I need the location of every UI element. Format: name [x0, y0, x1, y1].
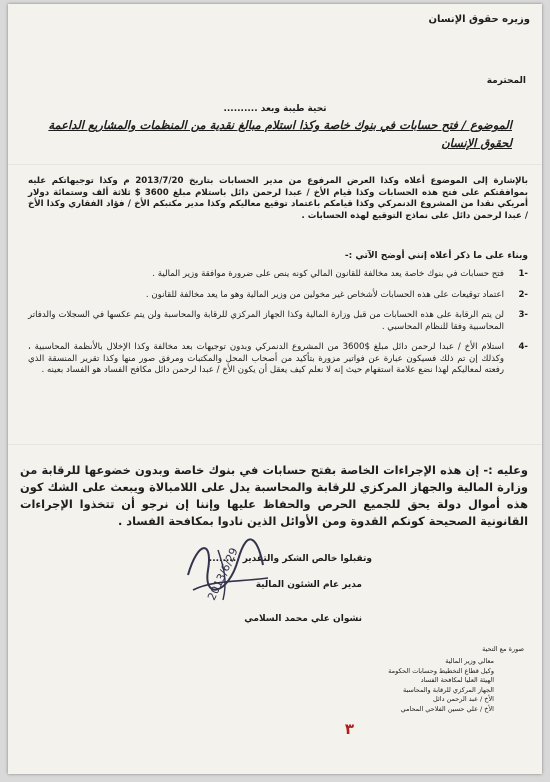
lead-line: وبناء على ما ذكر أعلاه إنني أوضح الآتي :- [344, 251, 528, 261]
cc-list [388, 657, 494, 714]
list-item [28, 269, 528, 281]
greeting-line: تحية طيبة وبعد .......... [223, 104, 327, 114]
point-number: -4 [518, 342, 528, 352]
closing-thanks: وتقبلوا خالص الشكر والتقدير ......... [208, 554, 372, 564]
subject-line: الموضوع / فتح حسابات في بنوك خاصة وكذا استلام مبالغ نقدية من المنظمات والمشاريع الداعمة لحقوق الإنسان [48, 118, 512, 150]
signature-date: 2013/6/29 [205, 545, 241, 603]
handwritten-signature [178, 520, 278, 610]
point-text: فتح حسابات في بنوك خاصة يعد مخالفة للقانون المالي كونه ينص على ضرورة موافقة وزير المالية . [152, 269, 504, 279]
list-item: وكيل قطاع التخطيط وحسابات الحكومة [388, 666, 494, 675]
list-item: الأخ / عبد الرحمن دائل [433, 695, 494, 703]
point-text: لن يتم الرقابة على هذه الحسابات من قبل وزارة المالية وكذا الجهاز المركزي للرقابة والمحاسبة ولن يتم عكسها في السجلات والدفاتر المحاسبية وفقا للنظام المحاسبي . [28, 310, 504, 332]
list-item [28, 342, 528, 377]
points-list [28, 269, 528, 386]
conclusion-paragraph: وعليه :- إن هذه الإجراءات الخاصة بفتح حسابات في بنوك خاصة وبدون خضوعها للرقابة من وزارة المالية والجهاز المركزي للرقابة والمحاسبة يدل على اللامبالاة ويبعث على الشك كون هذه أموال دولة يحق للجميع الحرص والحفاظ عليها وإننا إن نرجو أن تتخذوا الإجراءات القانونية الصحيحة كونكم القدوة ومن الأوائل الذين نادوا بمكافحة الفساد . [20, 463, 528, 528]
list-item [28, 290, 528, 302]
ministry-header: وزيره حقوق الإنسان [428, 14, 530, 25]
list-item: معالي وزير المالية [445, 657, 494, 665]
point-text: استلام الأخ / عبدا لرحمن دائل مبلغ $3600 من المشروع الدنمركي وبدون توجيهات بعد مخالفة وكذا الإخلال بالأنظمة المحاسبية ، وكذلك إن تم ذلك فسيكون عبارة عن فواتير مزورة بتأكيد من أصحاب المحل والمكتبات ومرفق صور منها وكذا تقرير المنسقة الذي رفعته لمعاليكم لهذا نضع علامة استفهام حيث إنه لا نعلم كيف يعقل أن يكون الأخ / عبدا لرحمن دائل مكافح الفساد هو الفساد بعينه . [28, 342, 505, 375]
signatory-title: مدير عام الشئون المالية [255, 580, 362, 590]
cc-heading: صورة مع التحية [482, 645, 524, 653]
scan-artifact [8, 444, 542, 445]
scan-artifact [8, 164, 542, 165]
list-item: الجهاز المركزي للرقابة والمحاسبة [402, 685, 494, 694]
document-page [8, 4, 542, 774]
intro-paragraph: بالإشارة إلى الموضوع أعلاه وكذا العرض المرفوع من مدير الحسابات بتاريخ 2013/7/20 م وكذا توجيهاتكم عليه بموافقتكم على فتح هذه الحسابات وكذا قيام الأخ / عبدا لرحمن دائل باستلام مبلغ 3600 $ ثلاثة ألف وستمائة دولار أمريكي نقدا من المشروع الدنمركي وكذا قيامكم باعتماد توقيع معاليكم وكذا مدير مكتبكم الأخ / فؤاد الفقاري وكذا الأخ / عبدا لرحمن دائل على نماذج التوقيع لهذه الحسابات . [28, 176, 529, 221]
list-item [28, 310, 528, 333]
point-text: اعتماد توقيعات على هذه الحسابات لأشخاص غير مخولين من وزير المالية وهو ما يعد مخالفة للقانون . [145, 289, 504, 300]
list-item: الهيئة العليا لمكافحة الفساد [420, 676, 494, 684]
point-number: -2 [518, 289, 528, 300]
page-number: ٣ [344, 720, 354, 738]
recipient-title: المحترمة [486, 76, 526, 86]
signatory-name: نشوان علي محمد السلامي [244, 614, 362, 624]
list-item: الأخ / علي حسين الفلاحي المحامي [400, 704, 494, 713]
point-number: -1 [518, 269, 528, 279]
point-number: -3 [518, 310, 528, 320]
